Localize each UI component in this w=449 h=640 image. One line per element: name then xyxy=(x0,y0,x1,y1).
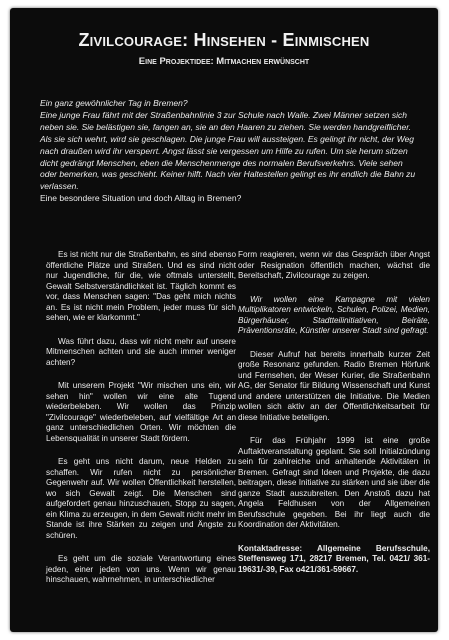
right-paragraph-event: Für das Frühjahr 1999 ist eine große Auftaktveranstaltung geplant. Sie soll Initialzündung sein für zahlreiche und anhaltende Aktivitäten in Bremen. Gefragt sind Ideen und Projekte, die dazu beitragen, diese Initiative zu stärken und sie über die ganze Stadt auszubreiten. Den Anstoß dazu hat Angela Feldhusen von der Allgemeinen Berufsschule gegeben. Bei ihr liegt auch die Koordination der Aktivitäten. xyxy=(238,436,430,529)
intro-closing: Eine besondere Situation und doch Alltag in Bremen? xyxy=(40,193,242,204)
intro-block xyxy=(40,98,422,205)
left-paragraph-2: Was führt dazu, dass wir nicht mehr auf unsere Mitmenschen achten und sie auch immer weniger achten? xyxy=(46,336,236,367)
right-paragraph-campaign: Wir wollen eine Kampagne mit vielen Multiplikatoren entwickeln, Schulen, Polizei, Medien, Bürgerhäuser, Stadtteilinitiativen, Beiräte, Präventionsräte, Künstler unserer Stadt sind gefragt. xyxy=(238,294,430,335)
flyer-page xyxy=(10,8,438,632)
page-title: Zivilcourage: Hinsehen - Einmischen xyxy=(78,30,370,50)
right-column xyxy=(238,250,430,588)
left-paragraph-5: Es geht um die soziale Verantwortung eines jeden, einer jeden von uns. Wenn wir genau hinschauen, wahrnehmen, in unterschiedlicher xyxy=(46,554,236,584)
right-paragraph-1: Form reagieren, wenn wir das Gespräch über Angst oder Resignation öffentlich machen, wächst die Bereitschaft, Zivilcourage zu zeigen. xyxy=(238,250,430,280)
left-paragraph-4: Es geht uns nicht darum, neue Helden zu schaffen. Wir rufen nicht zu persönlicher Gegenwehr auf. Wir wollen Öffentlichkeit herstellen, wo sich Gewalt zeigt. Die Menschen sind aufgefordert genau hinzuschauen, Stopp zu sagen, ein Klima zu erzeugen, in dem Gewalt nicht mehr im Stande ist ihre Stärken zu zeigen und Ängste zu schüren. xyxy=(46,457,236,540)
intro-question: Ein ganz gewöhnlicher Tag in Bremen? xyxy=(40,98,188,108)
page-subtitle: Eine Projektidee: Mitmachen erwünscht xyxy=(138,56,310,67)
intro-story: Eine junge Frau fährt mit der Straßenbahnlinie 3 zur Schule nach Walle. Zwei Männer setzen sich neben sie. Sie belästigen sie, fangen an, sie an den Haaren zu ziehen. Sie werden handgreiflicher. Als sie sich wehrt, wird sie geschlagen. Die junge Frau will aussteigen. Es gelingt ihr nicht, der Weg nach draußen wird ihr versperrt. Angst lässt sie vergessen um Hilfe zu rufen. Um sie herum sitzen dicht gedrängt Menschen, eben die Menschenmenge des normalen Berufsverkehrs. Viele sehen oder bemerken, was geschieht. Keiner hilft. Nach vier Haltestellen gelingt es ihr endlich die Bahn zu verlassen. xyxy=(40,109,416,192)
contact-address: Kontaktadresse: Allgemeine Berufsschule, Steffensweg 171, 28217 Bremen, Tel. 0421/ 361-19631/-39, Fax o421/361-59667. xyxy=(238,543,430,574)
right-paragraph-resonance: Dieser Aufruf hat bereits innerhalb kurzer Zeit große Resonanz gefunden. Radio Bremen Hörfunk und Fernsehen, der Weser Kurier, die Straßenbahn AG, der Senator für Bildung Wissenschaft und Kunst und andere unterstützen die Initiative. Die Medien wollen sich aktiv an der Öffentlichkeitsarbeit für diese Initiative beteiligen. xyxy=(238,349,430,422)
left-column xyxy=(46,250,236,599)
left-paragraph-1: Es ist nicht nur die Straßenbahn, es sind ebenso öffentliche Plätze und Straßen. Und es sind nicht nur Jugendliche, für die, wie oftmals unterstellt, Gewalt Selbstverständlichkeit ist. Täglich kommt es vor, dass Menschen sagen: "Das geht mich nichts an. Es ist nicht mein Problem, jeder muss für sich sehen, wie er klarkommt." xyxy=(46,250,236,322)
left-paragraph-3: Mit unserem Projekt "Wir mischen uns ein, wir sehen hin" wollen wir eine alte Tugend wiederbeleben. Wir wollen das Prinzip "Zivilcourage" wiederbeleben, auf vielfältige Art an ganz unterschiedlichen Orten. Wir möchten die Lebensqualität in unserer Stadt fördern. xyxy=(46,381,236,443)
